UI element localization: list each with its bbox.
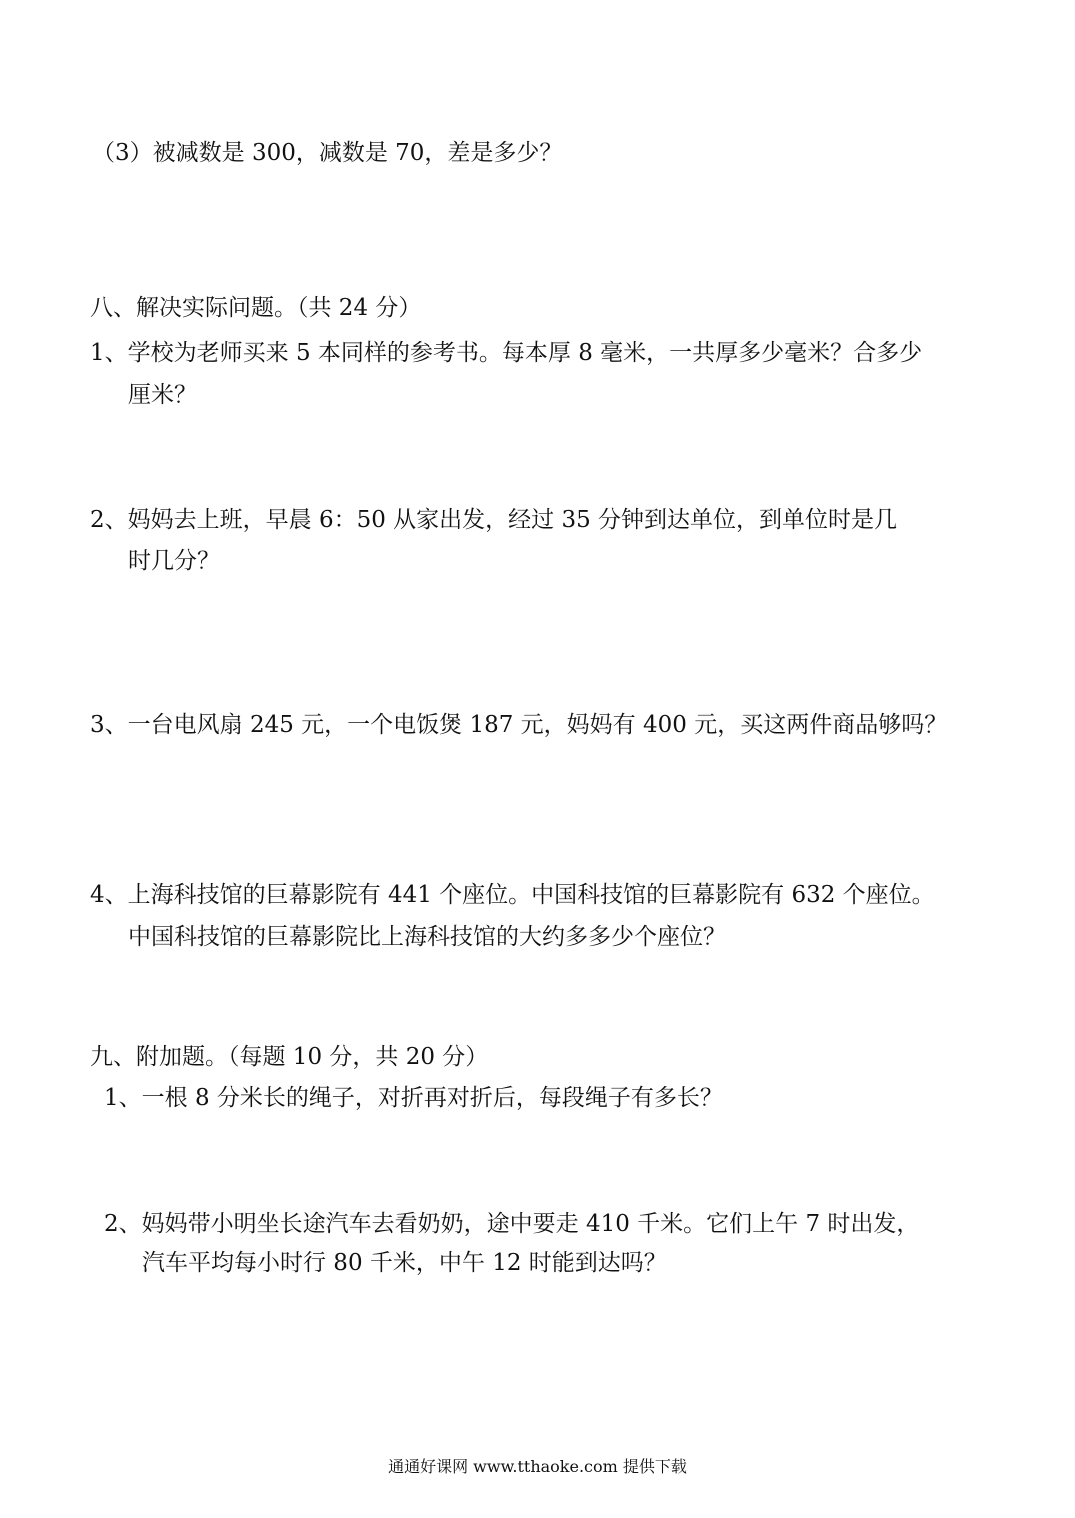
section-9-question-1-line-1: 1、一根 8 分米长的绳子，对折再对折后，每段绳子有多长？	[104, 1085, 723, 1111]
section-9-question-2-line-1: 2、妈妈带小明坐长途汽车去看奶奶，途中要走 410 千米。它们上午 7 时出发，	[104, 1211, 920, 1237]
section-8-question-1-line-2: 厘米？	[128, 382, 197, 408]
section-8-question-2-line-2: 时几分？	[128, 548, 220, 574]
subtraction-question-3: （3）被减数是 300，减数是 70，差是多少？	[92, 140, 563, 166]
section-8-question-4-line-1: 4、上海科技馆的巨幕影院有 441 个座位。中国科技馆的巨幕影院有 632 个座位。	[90, 882, 935, 908]
footer-attribution: 通通好课网 www.tthaoke.com 提供下载	[388, 1457, 687, 1476]
section-8-question-1-line-1: 1、学校为老师买来 5 本同样的参考书。每本厚 8 毫米，一共厚多少毫米？合多少	[90, 340, 923, 366]
section-9-question-2-line-2: 汽车平均每小时行 80 千米，中午 12 时能到达吗？	[142, 1250, 667, 1276]
section-8-heading: 八、解决实际问题。（共 24 分）	[90, 295, 422, 321]
section-8-question-3-line-1: 3、一台电风扇 245 元，一个电饭煲 187 元，妈妈有 400 元，买这两件商品够吗？	[90, 712, 948, 738]
section-9-heading: 九、附加题。（每题 10 分，共 20 分）	[90, 1044, 489, 1070]
section-8-question-4-line-2: 中国科技馆的巨幕影院比上海科技馆的大约多多少个座位？	[128, 924, 726, 950]
section-8-question-2-line-1: 2、妈妈去上班，早晨 6：50 从家出发，经过 35 分钟到达单位，到单位时是几	[90, 507, 898, 533]
